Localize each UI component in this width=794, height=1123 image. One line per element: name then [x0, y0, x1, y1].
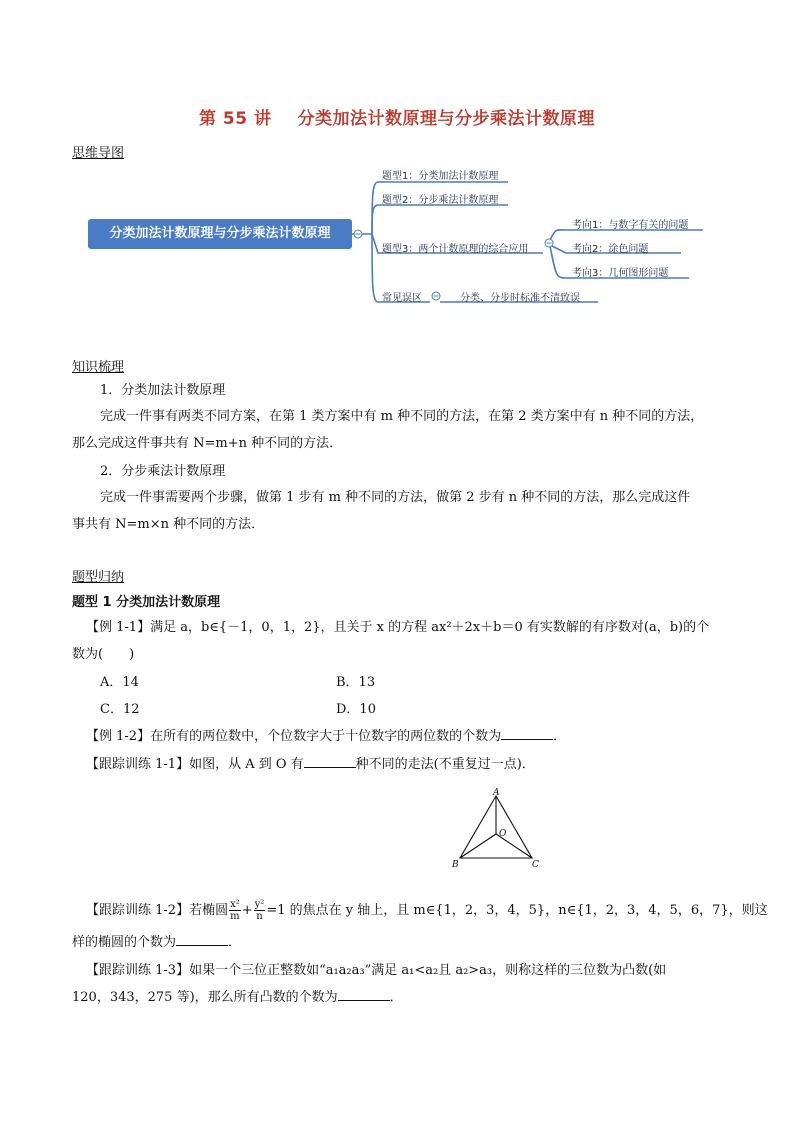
fraction-x — [229, 899, 241, 922]
knowledge-item2-line1: 完成一件事需要两个步骤，做第 1 步有 m 种不同的方法，做第 2 步有 n 种不同的方法，那么完成这件 — [100, 490, 691, 505]
training-1-2-line1 — [86, 898, 768, 924]
answer-blank — [501, 725, 553, 740]
training-1-3-line1: 【跟踪训练 1-3】如果一个三位正整数如“a₁a₂a₃”满足 a₁<a₂且 a₂>a₃，则称这样的三位数为凸数(如 — [86, 963, 667, 978]
mindmap-type-1: 题型1：分类加法计数原理 — [382, 171, 499, 182]
mindmap-connectors — [0, 0, 794, 330]
vertex-label-c: C — [532, 860, 539, 870]
lecture-number: 第 55 讲 — [199, 109, 272, 129]
mindmap-subtopic-3: 考向3：几何图形问题 — [572, 268, 669, 279]
example-1-1-line1: 【例 1-1】满足 a，b∈{－1，0，1，2}，且关于 x 的方程 ax²＋2x＋b＝0 有实数解的有序数对(a，b)的个 — [86, 620, 710, 635]
mindmap-pitfall: 分类、分步时标准不清致误 — [460, 293, 580, 304]
mindmap-root: 分类加法计数原理与分步乘法计数原理 — [88, 219, 352, 249]
triangle-figure — [448, 786, 548, 872]
type1-title: 题型 1 分类加法计数原理 — [72, 595, 221, 610]
training-1-2-line2-text: 样的椭圆的个数为 — [72, 935, 177, 950]
training-1-2-text: 【跟踪训练 1-2】若椭圆 — [86, 903, 229, 918]
mindmap-type-3: 题型3：两个计数原理的综合应用 — [382, 244, 529, 255]
period: ． — [228, 935, 242, 950]
example-1-1-line2: 数为( ) — [72, 647, 135, 662]
vertex-label-a: A — [493, 788, 500, 798]
mindmap-heading: 思维导图 — [72, 146, 125, 161]
option-d: D．10 — [336, 702, 376, 717]
option-a: A．14 — [100, 675, 139, 690]
mindmap-type-2: 题型2：分步乘法计数原理 — [382, 195, 499, 206]
knowledge-item1-line2: 那么完成这件事共有 N=m+n 种不同的方法． — [72, 436, 343, 451]
knowledge-item1-title: 1．分类加法计数原理 — [100, 383, 226, 398]
example-1-2 — [86, 724, 566, 750]
training-1-3-line2-text: 120，343，275 等)，那么所有凸数的个数为 — [72, 990, 338, 1005]
knowledge-item2-title: 2．分步乘法计数原理 — [100, 464, 226, 479]
period: ． — [553, 729, 567, 744]
option-b: B．13 — [336, 675, 376, 690]
training-1-2-line2 — [72, 930, 241, 956]
knowledge-heading: 知识梳理 — [72, 360, 125, 375]
training-1-1 — [86, 752, 535, 778]
vertex-label-b: B — [452, 860, 459, 870]
fraction-denominator: m — [230, 911, 240, 922]
mindmap-pitfall-label: 常见误区 — [382, 293, 422, 304]
mindmap-subtopic-2: 考向2：涂色问题 — [572, 244, 649, 255]
knowledge-item1-line1: 完成一件事有两类不同方案，在第 1 类方案中有 m 种不同的方法，在第 2 类方案中有 n 种不同的方法， — [100, 409, 704, 424]
training-1-3-line2 — [72, 985, 403, 1011]
training-1-1-text: 【跟踪训练 1-1】如图，从 A 到 O 有 — [86, 757, 304, 772]
example-1-2-text: 【例 1-2】在所有的两位数中，个位数字大于十位数字的两位数的个数为 — [86, 729, 502, 744]
fraction-y — [254, 899, 266, 922]
plus-sign: + — [241, 903, 253, 918]
training-1-2-tail: =1 的焦点在 y 轴上，且 m∈{1，2，3，4，5}，n∈{1，2，3，4，5，6，7}，则这 — [266, 903, 768, 918]
fraction-numerator: y² — [254, 899, 265, 910]
answer-blank — [338, 986, 390, 1001]
knowledge-item2-line2: 事共有 N=m×n 种不同的方法． — [72, 517, 265, 532]
vertex-label-o: O — [499, 829, 507, 839]
lecture-title: 分类加法计数原理与分步乘法计数原理 — [297, 109, 595, 129]
fraction-denominator: n — [256, 911, 263, 922]
mindmap-subtopic-1: 考向1：与数字有关的问题 — [572, 220, 689, 231]
training-1-1-tail: 种不同的走法(不重复过一点)． — [355, 757, 535, 772]
option-c: C．12 — [100, 702, 140, 717]
problems-heading: 题型归纳 — [72, 570, 125, 585]
answer-blank — [176, 931, 228, 946]
answer-blank — [304, 753, 356, 768]
fraction-numerator: x² — [230, 899, 240, 910]
period: ． — [389, 990, 403, 1005]
